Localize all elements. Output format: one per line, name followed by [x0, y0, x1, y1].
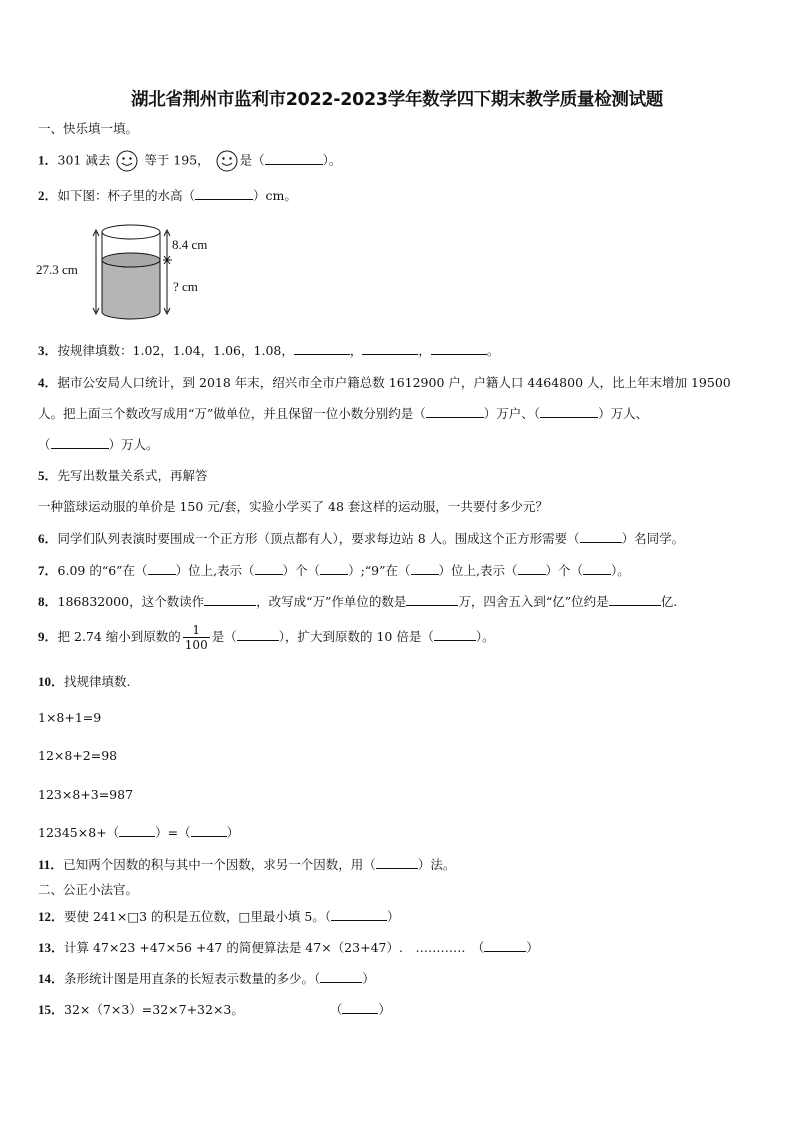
question-text: ），扩大到原数的 10 倍是（ — [278, 629, 434, 644]
question-6 — [38, 531, 684, 547]
cup-rim — [102, 225, 160, 239]
question-text: 12345×8+（ — [38, 825, 120, 840]
question-text: ）。 — [611, 563, 630, 578]
answer-blank[interactable] — [518, 574, 546, 575]
question-text: ） — [362, 971, 375, 986]
answer-blank[interactable] — [426, 417, 484, 418]
answer-blank[interactable] — [583, 574, 611, 575]
question-text: 是（ — [211, 629, 237, 644]
question-text: 先写出数量关系式，再解答 — [57, 468, 208, 483]
question-10 — [38, 674, 131, 690]
question-number: 10． — [38, 674, 65, 689]
page-title: 湖北省荆州市监利市2022-2023学年数学四下期末教学质量检测试题 — [131, 90, 663, 110]
question-text: 找规律填数. — [64, 674, 131, 689]
question-text: 人。把上面三个数改写成用“万”做单位，并且保留一位小数分别约是（ — [38, 406, 426, 421]
section-heading-2: 二、公正小法官。 — [38, 882, 139, 897]
answer-blank[interactable] — [148, 574, 176, 575]
question-4-line-2 — [38, 406, 648, 422]
question-text: ） — [387, 909, 400, 924]
question-14 — [38, 971, 375, 987]
fraction-one-hundredth — [183, 623, 210, 652]
water-cup-figure — [36, 222, 236, 324]
question-number: 15． — [38, 1002, 65, 1017]
answer-blank[interactable] — [237, 640, 279, 641]
question-number: 6． — [38, 531, 58, 546]
question-text: ）cm。 — [253, 188, 297, 203]
question-text: ）位上,表示（ — [438, 563, 518, 578]
answer-blank[interactable] — [411, 574, 439, 575]
question-number: 2． — [38, 188, 58, 203]
fraction-numerator: 1 — [183, 623, 210, 638]
fraction-denominator: 100 — [184, 638, 208, 652]
answer-blank[interactable] — [342, 1013, 378, 1014]
question-13 — [38, 940, 539, 956]
question-text: 如下图：杯子里的水高（ — [57, 188, 196, 203]
question-text: 是（ — [239, 152, 265, 168]
answer-blank[interactable] — [484, 951, 526, 952]
question-number: 7． — [38, 563, 58, 578]
water-surface — [102, 253, 160, 267]
question-text: 据市公安局人口统计，到 2018 年末，绍兴市全市户籍总数 1612900 户，户籍人口 4464800 人，比上年末增加 19500 — [57, 375, 731, 390]
question-text: 把 2.74 缩小到原数的 — [57, 629, 181, 644]
question-text: ，改写成“万”作单位的数是 — [256, 594, 407, 609]
question-number: 11． — [38, 857, 64, 872]
question-5-problem: 一种篮球运动服的单价是 150 元/套，实验小学买了 48 套这样的运动服，一共要付多少元？ — [38, 499, 548, 514]
smiley-face-icon — [116, 150, 138, 172]
question-number: 4． — [38, 375, 58, 390]
answer-blank[interactable] — [362, 354, 418, 355]
question-text: ）。 — [475, 629, 495, 644]
pattern-row-3: 123×8+3=987 — [38, 787, 134, 802]
water-height-label: ? cm — [173, 279, 198, 294]
question-text: 等于 195， — [144, 152, 210, 168]
question-text: 6.09 的“6”在（ — [57, 563, 148, 578]
question-number: 8． — [38, 594, 58, 609]
question-text: 亿. — [660, 594, 678, 609]
question-text: ， — [418, 343, 431, 358]
answer-blank[interactable] — [406, 605, 458, 606]
question-text: （ — [329, 1002, 343, 1017]
question-1 — [38, 150, 341, 172]
top-gap-label: 8.4 cm — [172, 237, 208, 252]
question-text: 要使 241×□3 的积是五位数，□里最小填 5。（ — [64, 909, 332, 924]
pattern-row-2: 12×8+2=98 — [38, 748, 118, 763]
pattern-row-4 — [38, 825, 239, 841]
question-number: 13． — [38, 940, 65, 955]
answer-blank[interactable] — [294, 354, 350, 355]
question-text: ）万人、 — [598, 406, 649, 421]
question-text: ）法。 — [417, 857, 456, 872]
question-text: ） — [526, 940, 539, 955]
question-text: ）。 — [322, 152, 342, 168]
question-text: ）;“9”在（ — [348, 563, 411, 578]
question-text: 按规律填数：1.02，1.04，1.06，1.08， — [57, 343, 294, 358]
question-3 — [38, 343, 499, 359]
question-4-line-1 — [38, 375, 731, 391]
question-text: 万，四舍五入到“亿”位约是 — [458, 594, 609, 609]
pattern-row-1: 1×8+1=9 — [38, 710, 102, 725]
question-7 — [38, 563, 630, 579]
question-number: 1． — [38, 152, 58, 168]
answer-blank[interactable] — [540, 417, 598, 418]
question-text: （ — [38, 437, 51, 452]
question-12 — [38, 909, 400, 925]
question-text: 条形统计图是用直条的长短表示数量的多少。（ — [64, 971, 321, 986]
answer-blank[interactable] — [51, 448, 109, 449]
question-text: ， — [349, 343, 363, 358]
question-text: 同学们队列表演时要围成一个正方形（顶点都有人），要求每边站 8 人。围成这个正方形需要（ — [57, 531, 580, 546]
answer-blank[interactable] — [320, 574, 348, 575]
question-text: 301 减去 — [57, 152, 111, 168]
question-4-line-3 — [38, 437, 159, 453]
answer-blank[interactable] — [119, 836, 155, 837]
question-number: 9． — [38, 629, 58, 644]
answer-blank[interactable] — [265, 164, 323, 165]
question-text: ） — [378, 1002, 391, 1017]
total-height-label: 27.3 cm — [36, 262, 78, 277]
question-text: 已知两个因数的积与其中一个因数，求另一个因数，用（ — [63, 857, 376, 872]
answer-blank[interactable] — [204, 605, 256, 606]
question-number: 12． — [38, 909, 65, 924]
question-text: ）万人。 — [108, 437, 159, 452]
answer-blank[interactable] — [195, 199, 253, 200]
question-text: ） — [226, 825, 240, 840]
answer-blank[interactable] — [434, 640, 476, 641]
question-text: ）名同学。 — [621, 531, 685, 546]
question-2 — [38, 188, 297, 204]
question-text: ）个（ — [282, 563, 321, 578]
smiley-face-icon — [216, 150, 238, 172]
question-15 — [38, 1002, 391, 1018]
answer-blank[interactable] — [580, 542, 622, 543]
question-11 — [38, 857, 455, 873]
question-text: 。 — [486, 343, 500, 358]
question-text: ）万户、（ — [483, 406, 541, 421]
question-text: 186832000，这个数读作 — [57, 594, 205, 609]
answer-blank[interactable] — [255, 574, 283, 575]
water-body — [102, 260, 160, 319]
question-9 — [38, 620, 495, 654]
question-text: 计算 47×23 +47×56 +47 的简便算法是 47×（23+47）. ………… （ — [64, 940, 485, 955]
answer-blank[interactable] — [331, 920, 387, 921]
answer-blank[interactable] — [376, 868, 418, 869]
answer-blank[interactable] — [609, 605, 661, 606]
answer-blank[interactable] — [191, 836, 227, 837]
question-number: 5． — [38, 468, 58, 483]
question-text: ）个（ — [545, 563, 584, 578]
question-5 — [38, 468, 208, 484]
answer-blank[interactable] — [320, 982, 362, 983]
question-number: 14． — [38, 971, 65, 986]
question-text: ）=（ — [155, 825, 191, 840]
answer-blank[interactable] — [431, 354, 487, 355]
question-text: ）位上,表示（ — [175, 563, 255, 578]
section-heading-1: 一、快乐填一填。 — [38, 121, 139, 136]
question-number: 3． — [38, 343, 58, 358]
question-8 — [38, 594, 677, 610]
question-text: 32×（7×3）=32×7+32×3。 — [64, 1002, 244, 1017]
